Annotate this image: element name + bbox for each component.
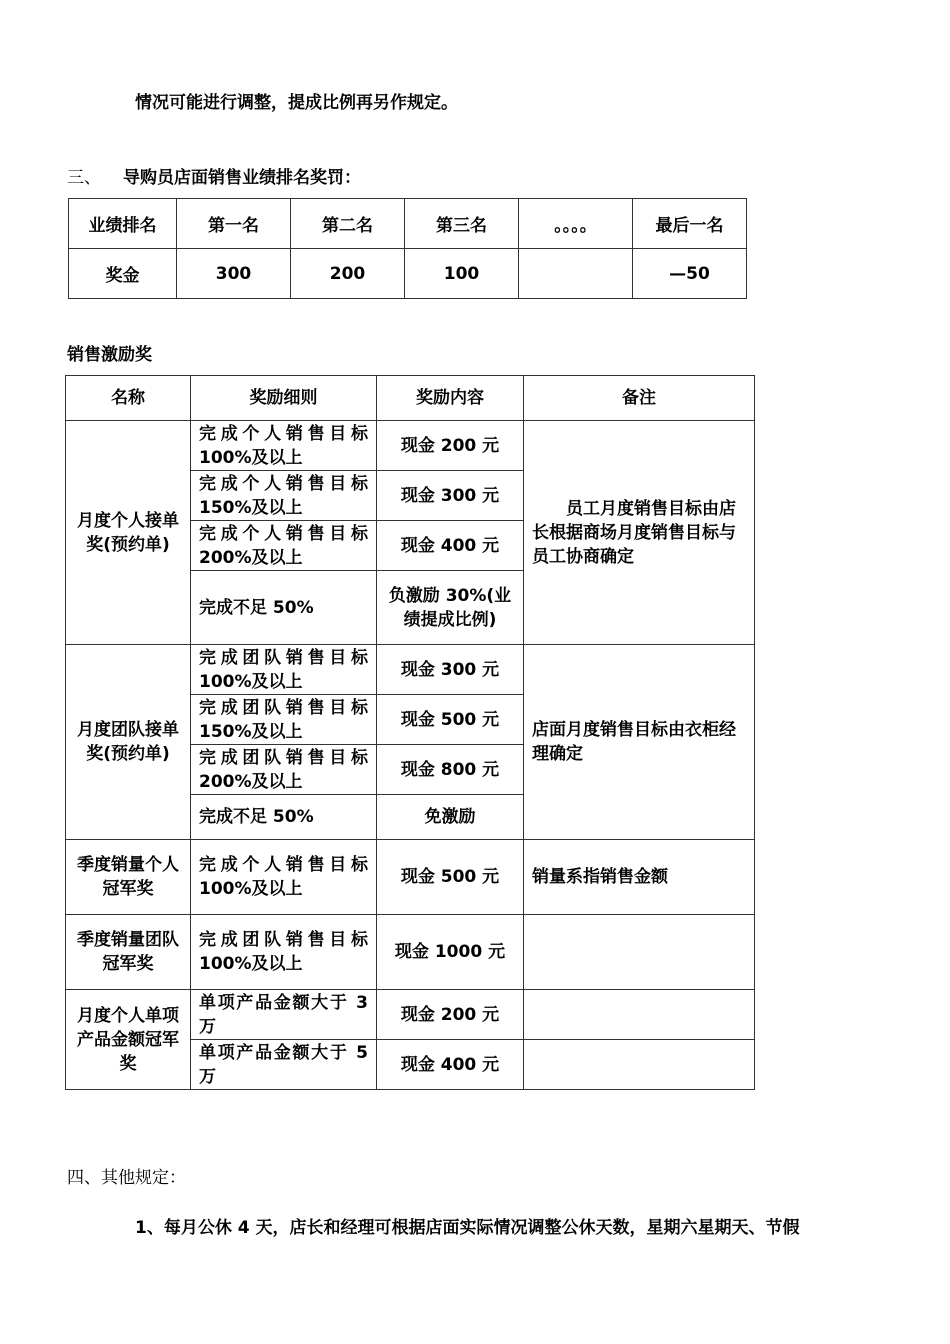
incentive-title: 销售激励奖 [67,345,152,365]
award-detail-cell: 完成个人销售目标100%及以上 [191,840,377,915]
award-name-cell: 季度销量个人冠军奖 [66,840,191,915]
award-reward-cell: 现金 300 元 [377,471,524,521]
award-note-cell [524,915,755,990]
award-detail-cell: 单项产品金额大于 5 万 [191,1040,377,1090]
award-reward-cell: 现金 500 元 [377,840,524,915]
award-detail-cell: 完成个人销售目标100%及以上 [191,421,377,471]
award-reward-cell: 现金 500 元 [377,695,524,745]
intro-line: 情况可能进行调整，提成比例再另作规定。 [135,93,458,113]
table-row [66,645,755,695]
award-detail-cell: 完成个人销售目标150%及以上 [191,471,377,521]
award-reward-cell: 现金 200 元 [377,990,524,1040]
ranking-cell: —50 [633,249,747,299]
incentive-header-cell: 名称 [66,376,191,421]
ranking-header-cell: 第三名 [405,199,519,249]
award-name-cell: 月度团队接单奖(预约单) [66,645,191,840]
incentive-header-cell: 奖励内容 [377,376,524,421]
section4-title: 四、其他规定： [67,1168,186,1188]
section3-number: 三、 [67,168,101,188]
ranking-cell [519,249,633,299]
ranking-header-cell: 最后一名 [633,199,747,249]
table-row [66,915,755,990]
award-reward-cell: 现金 200 元 [377,421,524,471]
award-detail-cell: 完成团队销售目标200%及以上 [191,745,377,795]
incentive-header-row [66,376,755,421]
ranking-header-cell: 第一名 [177,199,291,249]
award-detail-cell: 完成个人销售目标200%及以上 [191,521,377,571]
ranking-header-cell: 业绩排名 [69,199,177,249]
award-note-text: 员工月度销售目标由店长根据商场月度销售目标与员工协商确定 [532,498,736,567]
table-row [66,990,755,1040]
incentive-table [65,375,755,1090]
award-detail-cell: 完成不足 50% [191,571,377,645]
award-reward-cell: 负激励 30%(业绩提成比例) [377,571,524,645]
award-reward-cell: 现金 400 元 [377,1040,524,1090]
award-note-cell [524,1040,755,1090]
incentive-header-cell: 备注 [524,376,755,421]
ranking-cell: 奖金 [69,249,177,299]
ranking-header-row [69,199,747,249]
ranking-header-cell: 第二名 [291,199,405,249]
ranking-cell: 100 [405,249,519,299]
award-detail-cell: 完成团队销售目标100%及以上 [191,645,377,695]
section3-title: 导购员店面销售业绩排名奖罚： [123,168,361,188]
table-row [66,421,755,471]
award-name-cell: 月度个人单项产品金额冠军奖 [66,990,191,1090]
incentive-header-cell: 奖励细则 [191,376,377,421]
ranking-table [68,198,747,299]
award-note-cell: 销量系指销售金额 [524,840,755,915]
award-reward-cell: 现金 1000 元 [377,915,524,990]
award-detail-cell: 完成团队销售目标150%及以上 [191,695,377,745]
award-detail-cell: 单项产品金额大于 3 万 [191,990,377,1040]
ranking-header-cell: 。。。。 [519,199,633,249]
ranking-cell: 300 [177,249,291,299]
section3-heading [67,163,361,188]
award-reward-cell: 现金 800 元 [377,745,524,795]
table-row [66,840,755,915]
award-name-cell: 月度个人接单奖(预约单) [66,421,191,645]
award-note-cell [524,421,755,645]
award-reward-cell: 免激励 [377,795,524,840]
award-detail-cell: 完成不足 50% [191,795,377,840]
award-note-cell [524,990,755,1040]
award-note-cell: 店面月度销售目标由衣柜经理确定 [524,645,755,840]
award-reward-cell: 现金 300 元 [377,645,524,695]
award-name-cell: 季度销量团队冠军奖 [66,915,191,990]
ranking-bonus-row [69,249,747,299]
ranking-cell: 200 [291,249,405,299]
award-reward-cell: 现金 400 元 [377,521,524,571]
rule-1-text: 1、每月公休 4 天，店长和经理可根据店面实际情况调整公休天数，星期六星期天、节假 [135,1218,800,1238]
award-detail-cell: 完成团队销售目标100%及以上 [191,915,377,990]
